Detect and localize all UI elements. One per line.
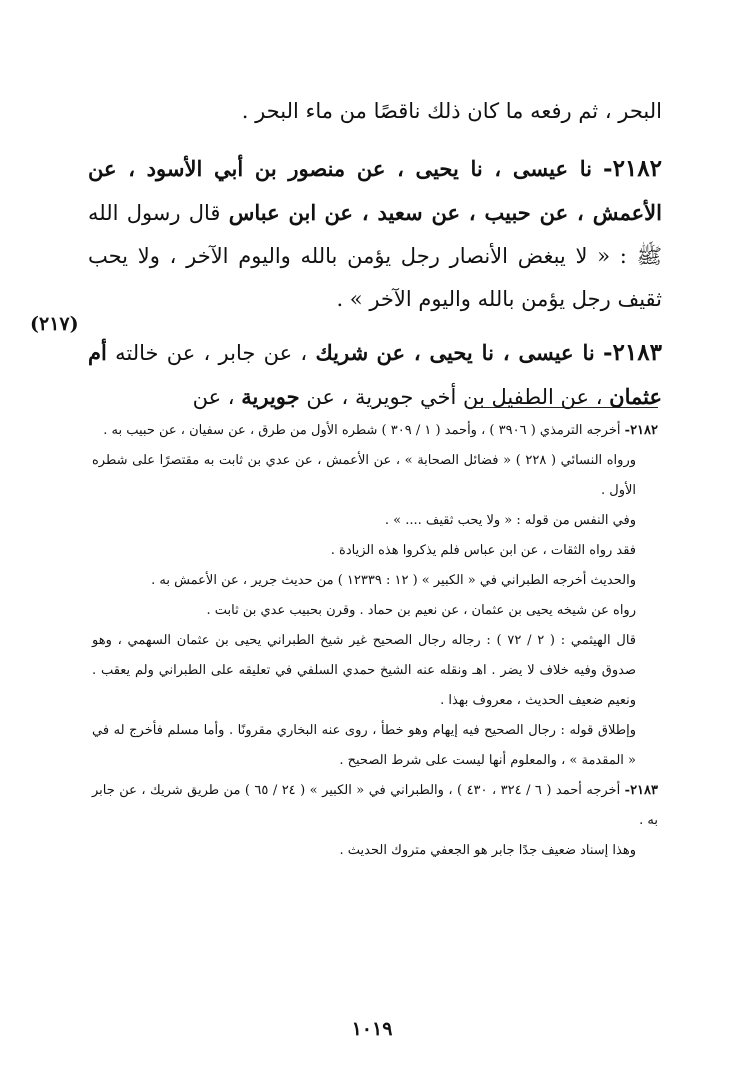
continuation-line: البحر ، ثم رفعه ما كان ذلك ناقصًا من ماء البحر .: [241, 99, 662, 123]
footnote-2182-line-1: [92, 416, 658, 446]
footnote-2182-line-6: رواه عن شيخه يحيى بن عثمان ، عن نعيم بن حماد . وقرن بحبيب عدي بن ثابت .: [206, 603, 636, 618]
page-number: ١٠١٩: [351, 1018, 393, 1040]
hadith-2182: [88, 147, 662, 321]
hadith-number-2182: ٢١٨٢-: [603, 155, 662, 182]
footnote-2183-text-1: أخرجه أحمد ( ٦ / ٣٢٤ ، ٤٣٠ ) ، والطبراني في « الكبير » ( ٢٤ / ٦٥ ) من طريق شريك ، عن جابر به .: [92, 783, 658, 828]
footnote-2182-line-4: فقد رواه الثقات ، عن ابن عباس فلم يذكروا هذه الزيادة .: [330, 543, 636, 558]
narrator-juwayriya: جويرية: [241, 384, 300, 409]
footnote-2182-line-7: قال الهيثمي : ( ٢ / ٧٢ ) : رجاله رجال الصحيح غير شيخ الطبراني يحيى بن عثمان السهمي ، وهو صدوق وفيه خلاف لا يضر . اهـ ونقله عنه الشيخ حمدي السلفي في تعليقه على الطبراني ولم يعقب . ونعيم ضعيف الحديث ، معروف بهذا .: [92, 633, 636, 708]
hadith-2183-isnad-1: نا عيسى ، نا يحيى ، عن: [376, 340, 595, 365]
narrator-sharik: شريك: [315, 340, 369, 365]
footnote-2182-line-5: والحديث أخرجه الطبراني في « الكبير » ( ١٢ : ١٢٣٣٩ ) من حديث جرير ، عن الأعمش به .: [151, 573, 636, 588]
narrator-ibn-abbas: ابن عباس: [228, 200, 317, 225]
hadith-2183-isnad-4: ، عن: [192, 385, 235, 409]
hadith-2182-isnad: نا عيسى ، نا يحيى ، عن منصور بن أبي الأسود ، عن الأعمش ، عن حبيب ، عن سعيد ، عن: [88, 156, 662, 225]
footnote-2182-text-1: أخرجه الترمذي ( ٣٩٠٦ ) ، وأحمد ( ١ / ٣٠٩ ) شطره الأول من طرق ، عن سفيان ، عن حبيب به .: [103, 423, 621, 438]
footnotes: [92, 416, 658, 866]
footnote-2182-line-3: وفي النفس من قوله : « ولا يحب ثقيف .... » .: [384, 513, 636, 528]
hadith-2182-matn: قال رسول الله ﷺ : « لا يبغض الأنصار رجل يؤمن بالله واليوم الآخر ، ولا يحب ثقيف رجل يؤمن بالله واليوم الآخر » .: [88, 201, 662, 311]
margin-reference: (٢١٧): [30, 313, 79, 335]
footnote-2182-line-2: ورواه النسائي ( ٢٢٨ ) « فضائل الصحابة » ، عن الأعمش ، عن عدي بن ثابت به مقتصرًا على شطره الأول .: [92, 453, 637, 498]
hadith-number-2183: ٢١٨٣-: [603, 339, 662, 366]
footnote-divider: [472, 407, 658, 408]
footnote-2182-line-8: وإطلاق قوله : رجال الصحيح فيه إيهام وهو خطأ ، روى عنه البخاري مقرونًا . وأما مسلم فأخرج له في « المقدمة » ، والمعلوم أنها ليست على شرط الصحيح .: [92, 723, 636, 768]
narrator-umm-uthman: أم عثمان: [88, 340, 662, 409]
hadith-2183: [88, 331, 662, 419]
footnote-number-2182: ٢١٨٢-: [624, 423, 658, 438]
footnote-2183-line-2: وهذا إسناد ضعيف جدًا جابر هو الجعفي متروك الحديث .: [339, 843, 636, 858]
hadith-2183-isnad-2: ، عن جابر ، عن خالته: [115, 341, 308, 365]
main-text: [88, 90, 662, 419]
footnote-2183-line-1: [92, 776, 658, 836]
hadith-2183-isnad-3: ، عن الطفيل بن أخي جويرية ، عن: [306, 385, 603, 409]
footnote-number-2183: ٢١٨٣-: [624, 783, 658, 798]
